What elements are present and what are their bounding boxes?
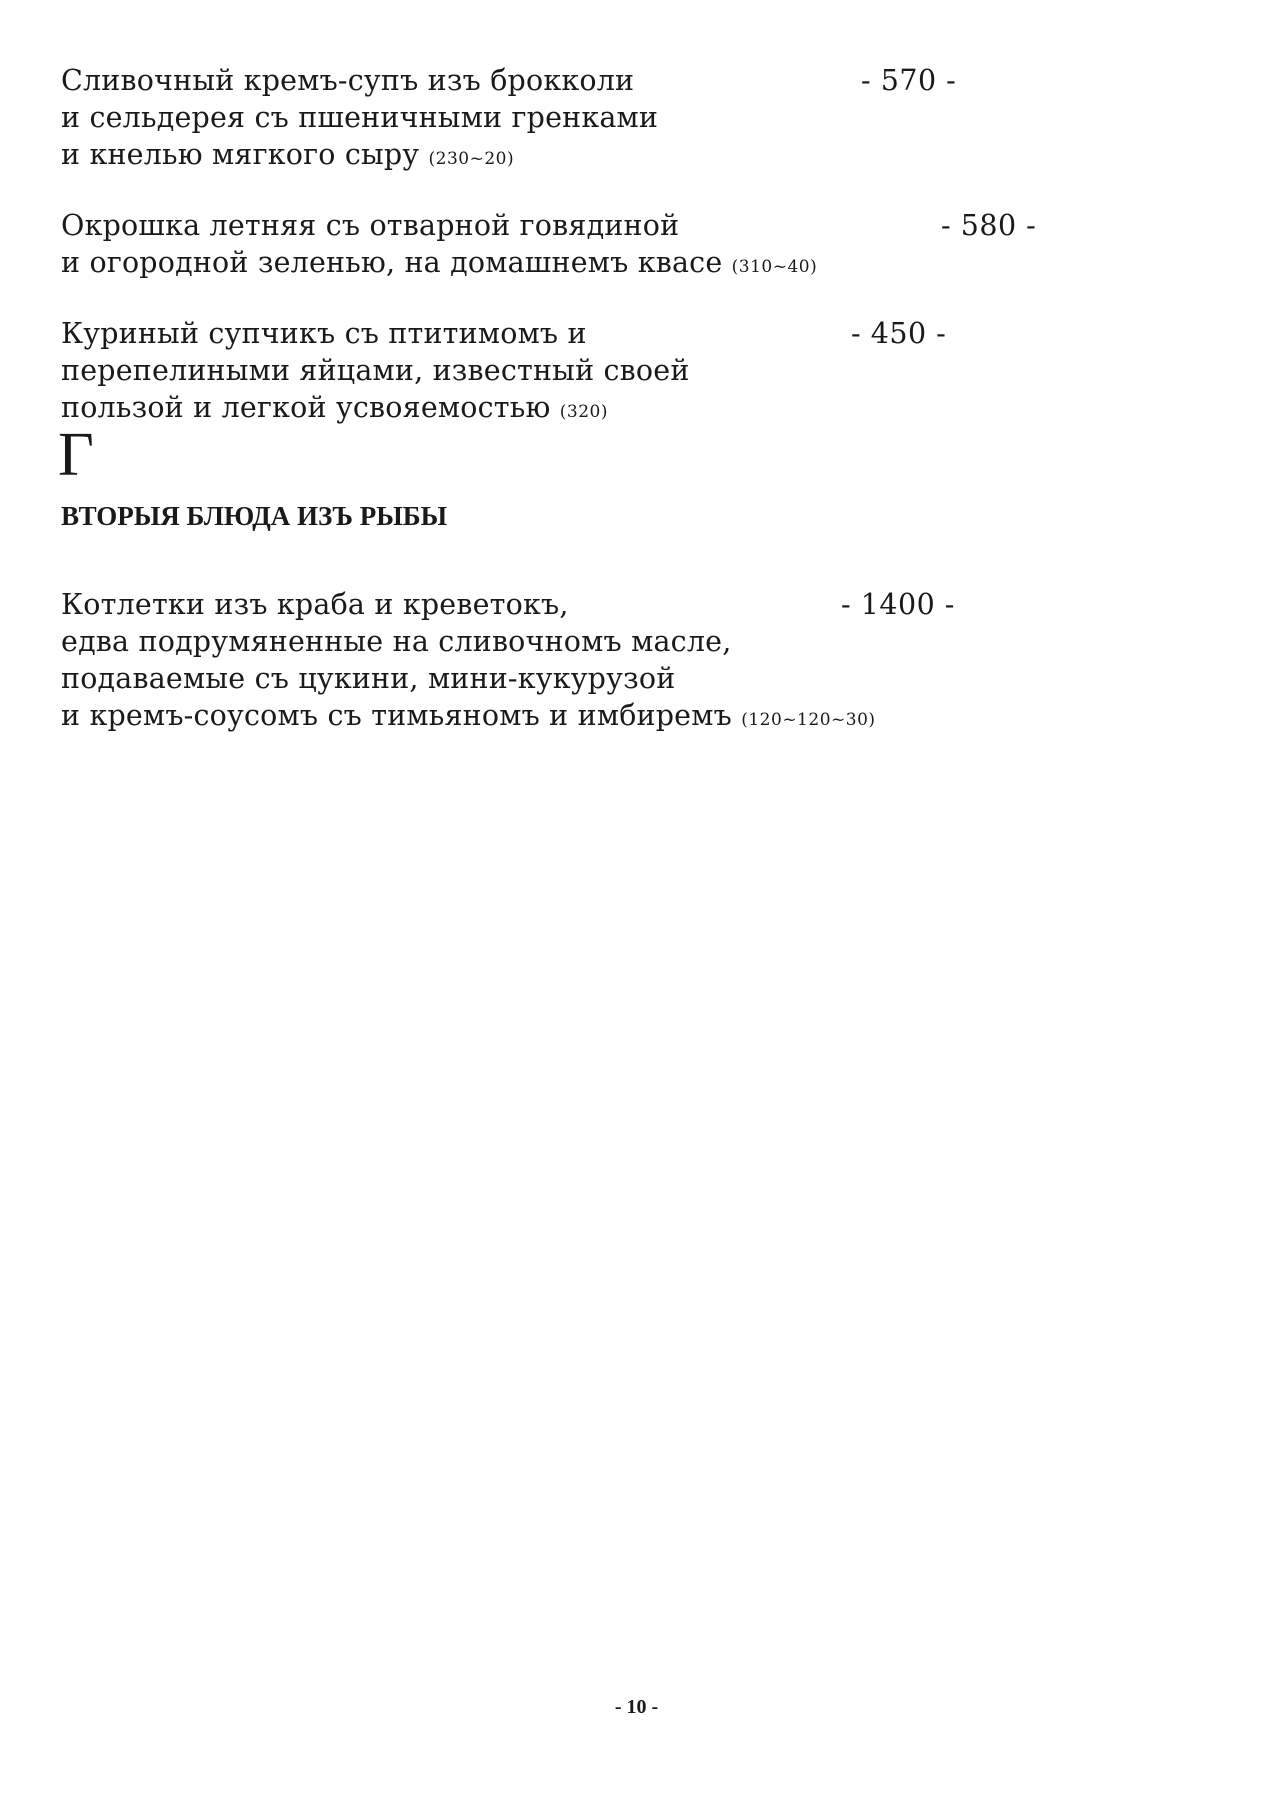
dish-description-line [61, 697, 1061, 739]
dish-weight: (230~20) [428, 149, 515, 169]
dish-description-line [61, 136, 1061, 178]
section-drop-cap: Г [58, 421, 94, 489]
dish-description-line [61, 244, 1061, 286]
dish-price: - 570 - [861, 64, 957, 97]
menu-item-broccoli-soup [61, 62, 1061, 178]
dish-description-line: Окрошка летняя съ отварной говядиной [61, 209, 680, 242]
dish-description-line: подаваемые съ цукини, мини-кукурузой [61, 662, 676, 695]
dish-price: - 1400 - [841, 588, 955, 621]
section-title: ВТОРЫЯ БЛЮДА ИЗЪ РЫБЫ [61, 501, 448, 531]
dish-weight: (320) [559, 402, 608, 422]
dish-description-line: и сельдерея съ пшеничными гренками [61, 101, 659, 134]
dish-description-line: едва подрумяненные на сливочномъ масле, [61, 625, 732, 658]
dish-description-text: и кремъ-соусомъ съ тимьяномъ и имбиремъ [61, 699, 732, 732]
menu-item-okroshka [61, 207, 1061, 286]
dish-weight: (120~120~30) [741, 710, 876, 730]
dish-description-line: Куриный супчикъ съ птитимомъ и [61, 317, 587, 350]
dish-description-line: Котлетки изъ краба и креветокъ, [61, 588, 569, 621]
dish-description-text: пользой и легкой усвояемостью [61, 391, 551, 424]
menu-item-crab-cutlets [61, 586, 1061, 739]
dish-price: - 450 - [851, 317, 947, 350]
dish-description-line: перепелиными яйцами, известный своей [61, 354, 690, 387]
dish-weight: (310~40) [731, 257, 818, 277]
page-number: - 10 - [614, 1696, 659, 1718]
dish-price: - 580 - [941, 209, 1037, 242]
menu-item-chicken-soup [61, 315, 1061, 431]
dish-description-line: Сливочный кремъ-супъ изъ брокколи [61, 64, 635, 97]
dish-description-text: и кнелью мягкого сыру [61, 138, 420, 171]
dish-description-line [61, 389, 1061, 431]
dish-description-text: и огородной зеленью, на домашнемъ квасе [61, 246, 723, 279]
